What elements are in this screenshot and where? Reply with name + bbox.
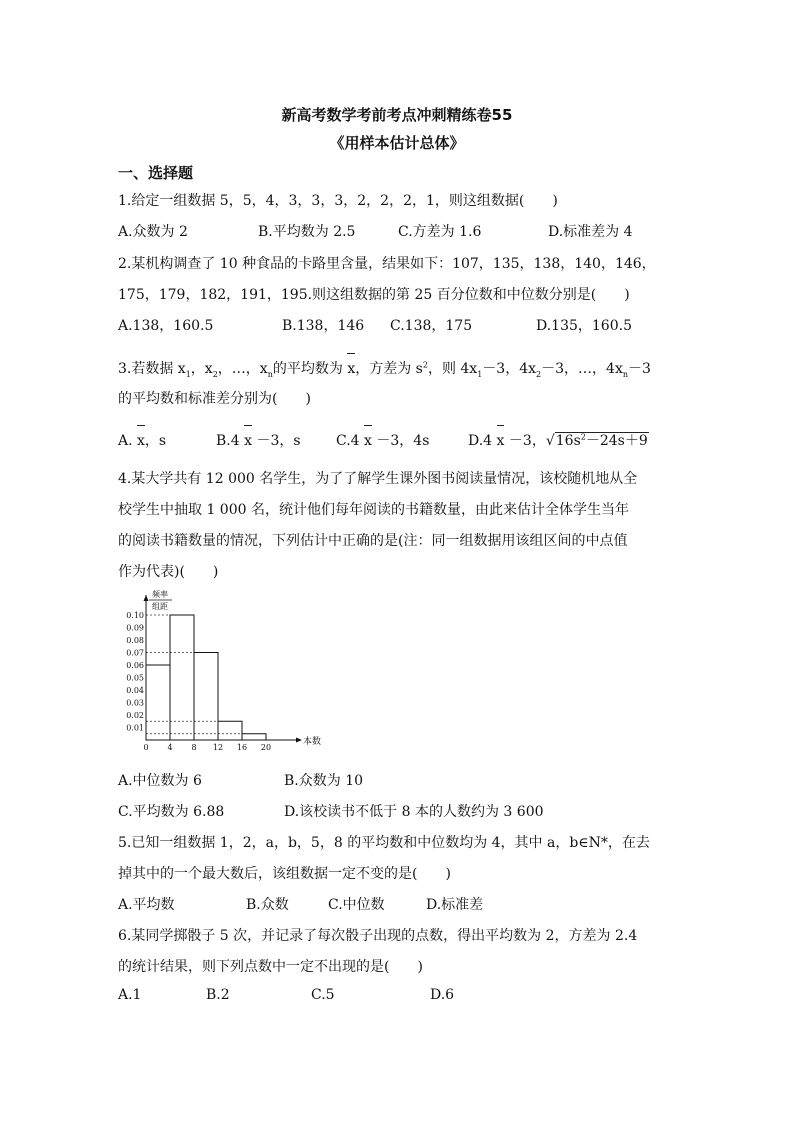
y-tick-label-4: 0.05	[126, 673, 144, 683]
y-tick-label-2: 0.03	[126, 698, 144, 708]
question-4-line-3: 的阅读书籍数量的情况，下列估计中正确的是(注：同一组数据用该组区间的中点值	[118, 533, 628, 549]
question-3-line-2: 的平均数和标准差分别为( )	[118, 391, 311, 407]
question-5-options	[118, 894, 678, 914]
page-subtitle: 《用样本估计总体》	[329, 134, 465, 152]
question-1-options	[118, 221, 678, 241]
question-6-line-2: 的统计结果，则下列点数中一定不出现的是( )	[118, 959, 423, 975]
q2-option-c: C.138，175	[390, 318, 473, 334]
question-6-line-1: 6.某同学掷骰子 5 次，并记录了每次骰子出现的点数，得出平均数为 2，方差为 2.4	[118, 928, 638, 944]
x-axis-label: 本数	[302, 737, 322, 747]
y-tick-label-7: 0.08	[126, 636, 144, 645]
question-5-line-2: 掉其中的一个最大数后，该组数据一定不变的是( )	[118, 866, 451, 882]
x-tick-label-5: 20	[260, 743, 272, 752]
q3-option-a: A. x，s	[118, 433, 167, 449]
y-axis-label-bottom: 组距	[152, 602, 168, 611]
y-tick-label-6: 0.07	[126, 648, 144, 658]
x-tick-label-0: 0	[143, 743, 149, 752]
y-tick-label-1: 0.02	[126, 711, 144, 720]
question-6-options	[118, 987, 678, 1007]
y-axis-label-top: 频率	[152, 590, 168, 599]
histogram-bar-4	[242, 734, 266, 740]
q3-option-c: C.4 x －3，4s	[336, 433, 430, 449]
question-1-stem: 1.给定一组数据 5，5，4，3，3，3，2，2，2，1，则这组数据( )	[118, 193, 558, 209]
square-root: $√16s^2-24s+9$	[545, 432, 648, 449]
question-4-options-row-2	[118, 801, 678, 821]
question-5-line-1: 5.已知一组数据 1，2，a，b，5，8 的平均数和中位数均为 4，其中 a，b∈N*，在去	[118, 835, 650, 851]
q1-option-d: D.标准差为 4	[548, 224, 633, 240]
q4-option-b: B.众数为 10	[284, 773, 364, 789]
question-4-line-2: 校学生中抽取 1 000 名，统计他们每年阅读的书籍数量，由此来估计全体学生当年	[118, 502, 629, 518]
x-tick-label-4: 16	[236, 743, 248, 752]
question-4-options-row-1	[118, 770, 678, 790]
x-tick-label-3: 12	[212, 743, 224, 752]
q4-option-c: C.平均数为 6.88	[118, 804, 225, 820]
histogram-bar-3	[218, 721, 242, 740]
q4-option-a: A.中位数为 6	[118, 773, 202, 789]
y-tick-label-5: 0.06	[126, 661, 144, 670]
q2-option-d: D.135，160.5	[536, 318, 632, 334]
q3-option-b: B.4 x －3，s	[216, 433, 301, 449]
section-heading: 一、选择题	[118, 164, 194, 182]
question-2-options	[118, 315, 678, 335]
q1-option-c: C.方差为 1.6	[398, 224, 482, 240]
q4-option-d: D.该校读书不低于 8 本的人数约为 3 600	[284, 804, 544, 820]
q3-option-d: D.4 x －3，$√16s^2-24s+9$	[468, 430, 649, 450]
page-title: 新高考数学考前考点冲刺精练卷55	[281, 106, 513, 124]
question-3-line-1: 3.若数据 $x_1$，$x_2$，…，$x_n$的平均数为 x，方差为 $s^2$，则 $4x_1-3$，$4x_2-3$，…，$4x_n-3$	[118, 360, 651, 379]
x-tick-label-2: 8	[191, 743, 197, 752]
q6-option-c: C.5	[311, 987, 335, 1003]
q6-option-d: D.6	[430, 987, 455, 1003]
q1-option-a: A.众数为 2	[118, 224, 188, 240]
q5-option-c: C.中位数	[328, 897, 385, 913]
y-tick-label-3: 0.04	[126, 686, 144, 695]
q2-option-a: A.138，160.5	[118, 318, 214, 334]
question-4-line-4: 作为代表)( )	[118, 564, 219, 580]
y-tick-label-9: 0.10	[126, 611, 144, 620]
frequency-histogram	[110, 585, 322, 760]
histogram-bar-0	[146, 665, 170, 740]
y-tick-label-0: 0.01	[126, 723, 144, 733]
question-2-line-1: 2.某机构调查了 10 种食品的卡路里含量，结果如下：107，135，138，140，146，	[118, 256, 656, 272]
q5-option-a: A.平均数	[118, 897, 175, 913]
x-tick-label-1: 4	[167, 743, 173, 752]
question-2-line-2: 175，179，182，191，195.则这组数据的第 25 百分位数和中位数分别是( )	[118, 287, 630, 303]
y-axis-arrow	[144, 595, 149, 601]
x-axis-arrow	[296, 738, 302, 743]
q1-option-b: B.平均数为 2.5	[258, 224, 356, 240]
q6-option-a: A.1	[118, 987, 142, 1003]
histogram-bar-2	[194, 653, 218, 741]
q5-option-d: D.标准差	[426, 897, 484, 913]
question-3-options	[118, 430, 678, 450]
q2-option-b: B.138，146	[282, 318, 365, 334]
x-bar: x	[347, 361, 356, 377]
q6-option-b: B.2	[206, 987, 230, 1003]
q5-option-b: B.众数	[246, 897, 289, 913]
question-4-line-1: 4.某大学共有 12 000 名学生，为了了解学生课外图书阅读量情况，该校随机地从全	[118, 471, 638, 487]
y-tick-label-8: 0.09	[126, 623, 144, 633]
